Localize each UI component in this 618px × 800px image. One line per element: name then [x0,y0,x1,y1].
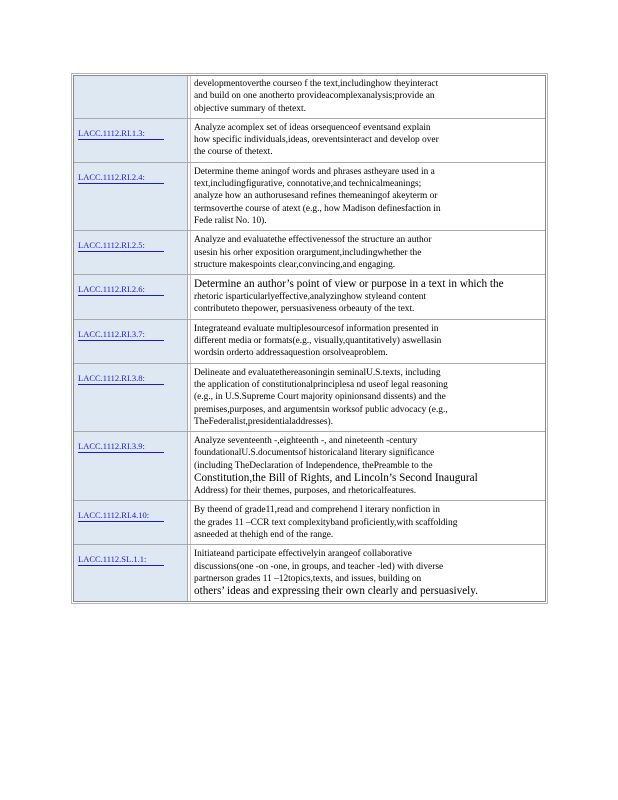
standard-text-line: TheFederalist,presidentialaddresses). [194,416,334,427]
standard-text-line: (including TheDeclaration of Independence, thePreamble to the [194,460,433,471]
standard-code-cell [74,501,188,544]
standard-text-line: Analyze acomplex set of ideas orsequenceof eventsand explain [194,122,431,133]
standard-code-cell [74,76,188,118]
table-row [74,274,545,319]
standard-code-cell [74,163,188,230]
standard-text-line: the grades 11 –CCR text complexityband proficiently,with scaffolding [194,517,458,528]
standard-code-link[interactable]: LACC.1112.RI.2.4: [78,172,164,184]
standard-text-line: Constitution,the Bill of Rights, and Lincoln’s Second Inaugural [194,472,478,485]
table-row [74,230,545,274]
standard-text-line: Address) for their themes, purposes, and rhetoricalfeatures. [194,486,417,497]
standard-text-line: usesin his orher exposition orargument,includingwhether the [194,247,422,258]
table-row [74,500,545,544]
standard-text-line: rhetoric isparticularlyeffective,analyzinghow styleand content [194,292,427,303]
standard-text-cell [190,76,545,118]
standard-text-line: different media or formats(e.g., visually,quantitatively) aswellasin [194,336,442,347]
standard-code-cell [74,364,188,431]
standards-table [73,75,546,602]
standard-code-link[interactable]: LACC.1112.RI.4.10: [78,510,164,522]
standard-code-cell [74,320,188,363]
standard-text-line: others’ ideas and expressing their own clearly and persuasively. [194,585,478,598]
table-row [74,319,545,363]
standard-text-line: Analyze seventeenth -,eighteenth -, and nineteenth -century [194,436,418,447]
standard-code-link[interactable]: LACC.1112.RI.2.6: [78,284,164,296]
standard-text-line: objective summary of thetext. [194,103,306,114]
standard-text-cell [190,432,545,500]
standard-text-line: Delineate and evaluatethereasoningin seminalU.S.texts, including [194,367,441,378]
standard-text-line: the application of constitutionalprinciplesa nd useof legal reasoning [194,379,448,390]
standard-text-line: text,includingfigurative, connotative,and technicalmeanings; [194,179,422,190]
standard-text-line: termsoverthe course of atext (e.g., how Madison definesfaction in [194,203,441,214]
standard-code-cell [74,275,188,319]
standard-text-line: and build on one anotherto provideacomplexanalysis;provide an [194,91,435,102]
standard-text-line: Fede ralist No. 10). [194,215,267,226]
standard-code-link[interactable]: LACC.1112.SL.1.1: [78,554,164,566]
table-row [74,363,545,431]
standard-text-line: Analyze and evaluatethe effectivenessof the structure an author [194,235,432,246]
standard-code-link[interactable]: LACC.1112.RI.3.7: [78,329,164,341]
standard-text-line: contributeto thepower, persuasiveness orbeauty of the text. [194,304,415,315]
standard-text-cell [190,163,545,230]
standard-code-cell [74,119,188,162]
standard-text-cell [190,364,545,431]
standard-text-line: discussions(one -on -one, in groups, and teacher -led) with diverse [194,561,444,572]
standard-code-cell [74,432,188,500]
standard-code-link[interactable]: LACC.1112.RI.2.5: [78,240,164,252]
table-row [74,76,545,118]
table-row [74,544,545,601]
standard-text-cell [190,501,545,544]
standard-code-link[interactable]: LACC.1112.RI.1.3: [78,128,164,140]
standard-text-cell [190,231,545,274]
standard-text-line: (e.g., in U.S.Supreme Court majority opinionsand dissents) and the [194,392,446,403]
standard-text-line: foundationalU.S.documentsof historicaland literary significance [194,448,435,459]
standard-text-line: wordsin orderto addressaquestion orsolveaproblem. [194,348,388,359]
standard-text-line: Initiateand participate effectivelyin arangeof collaborative [194,549,412,560]
standard-code-cell [74,231,188,274]
standard-text-cell [190,545,545,601]
standard-text-line: structure makespoints clear,convincing,and engaging. [194,259,396,270]
standard-text-line: how specific individuals,ideas, oreventsinteract and develop over [194,135,439,146]
standard-text-line: partnerson grades 11 –12topics,texts, and issues, building on [194,573,422,584]
standard-text-line: Integrateand evaluate multiplesourcesof information presented in [194,323,439,334]
standard-text-cell [190,275,545,319]
standard-text-line: Determine theme aningof words and phrases astheyare used in a [194,166,435,177]
standard-text-line: premises,purposes, and argumentsin worksof public advocacy (e.g., [194,404,448,415]
standard-text-line: asneeded at thehigh end of the range. [194,529,334,540]
standard-text-line: Determine an author’s point of view or purpose in a text in which the [194,278,504,291]
standard-text-line: By theend of grade11,read and comprehend l iterary nonfiction in [194,505,440,516]
standard-text-line: analyze how an authorusesand refines themeaningof akeyterm or [194,191,438,202]
table-row [74,118,545,162]
standard-code-link[interactable]: LACC.1112.RI.3.8: [78,373,164,385]
standard-text-line: developmentoverthe courseo f the text,includinghow theyinteract [194,79,439,89]
standard-text-cell [190,119,545,162]
standard-code-cell [74,545,188,601]
standard-text-line: the course of thetext. [194,147,273,158]
table-row [74,431,545,500]
standard-text-cell [190,320,545,363]
standard-code-link[interactable]: LACC.1112.RI.3.9: [78,441,164,453]
table-row [74,162,545,230]
